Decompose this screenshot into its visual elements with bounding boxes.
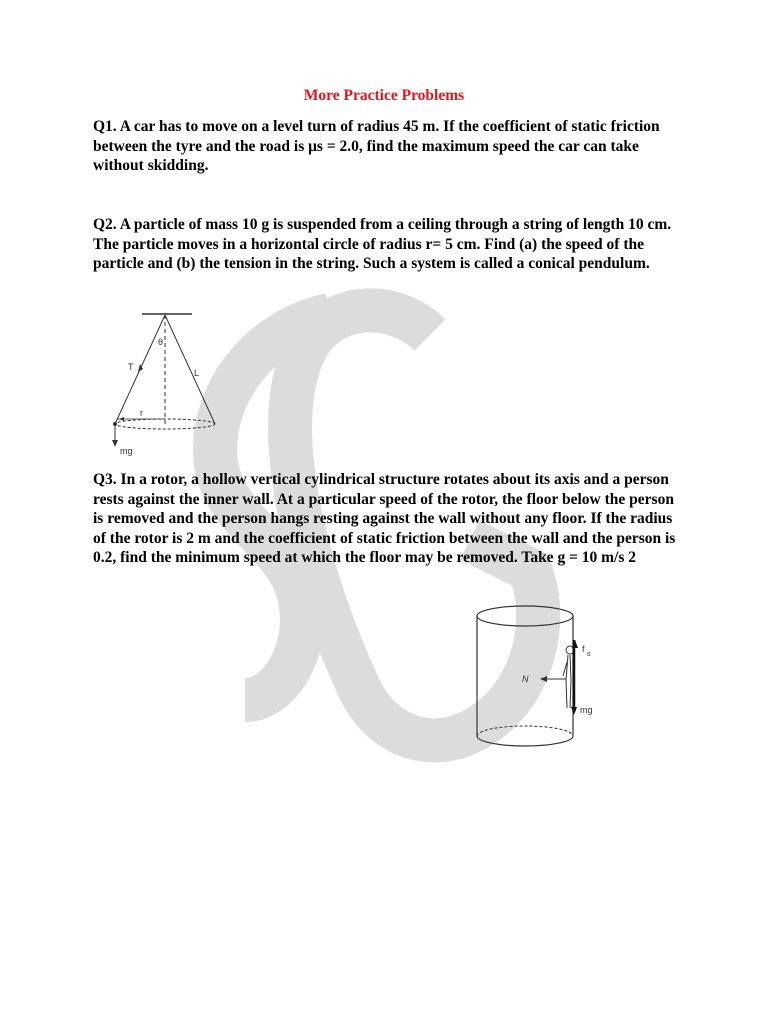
weight-label: mg [580, 705, 593, 715]
question-3: Q3. In a rotor, a hollow vertical cylindrical structure rotates about its axis and a person rests against the inner wall. At a particular speed of the rotor, the floor below the person is removed and the person hangs resting against the wall without any floor. If the radius of the rotor is 2 m and the coefficient of static friction between the wall and the person is 0.2, find the minimum speed at which the floor may be removed. Take g = 10 m/s 2 [93, 471, 676, 566]
length-label: L [194, 368, 200, 378]
normal-label: N [522, 674, 529, 684]
theta-label: θ [158, 337, 164, 347]
cylinder-top [477, 606, 573, 626]
question-2: Q2. A particle of mass 10 g is suspended from a ceiling through a string of length 10 cm. The particle moves in a horizontal circle of radius r= 5 cm. Find (a) the speed of the particle and (b) the tension in the string. Such a system is called a conical pendulum. [93, 216, 672, 272]
string-right [165, 315, 215, 424]
normal-arrow [540, 676, 547, 682]
bob [113, 422, 117, 426]
weight-arrow [571, 707, 577, 715]
friction-subscript: s [587, 651, 591, 658]
friction-label: f [582, 644, 585, 654]
rotor-figure [470, 600, 610, 750]
cylinder-bottom-front [477, 736, 573, 746]
page-title: More Practice Problems [303, 87, 465, 104]
radius-label: r [140, 408, 143, 418]
question-1: Q1. A car has to move on a level turn of radius 45 m. If the coefficient of static friction between the tyre and the road is μs = 2.0, find the maximum speed the car can take without skidding. [93, 118, 660, 174]
conical-pendulum-figure [104, 308, 224, 460]
weight-label: mg [120, 446, 133, 456]
tension-label: T [128, 362, 134, 372]
person-body [563, 655, 571, 708]
